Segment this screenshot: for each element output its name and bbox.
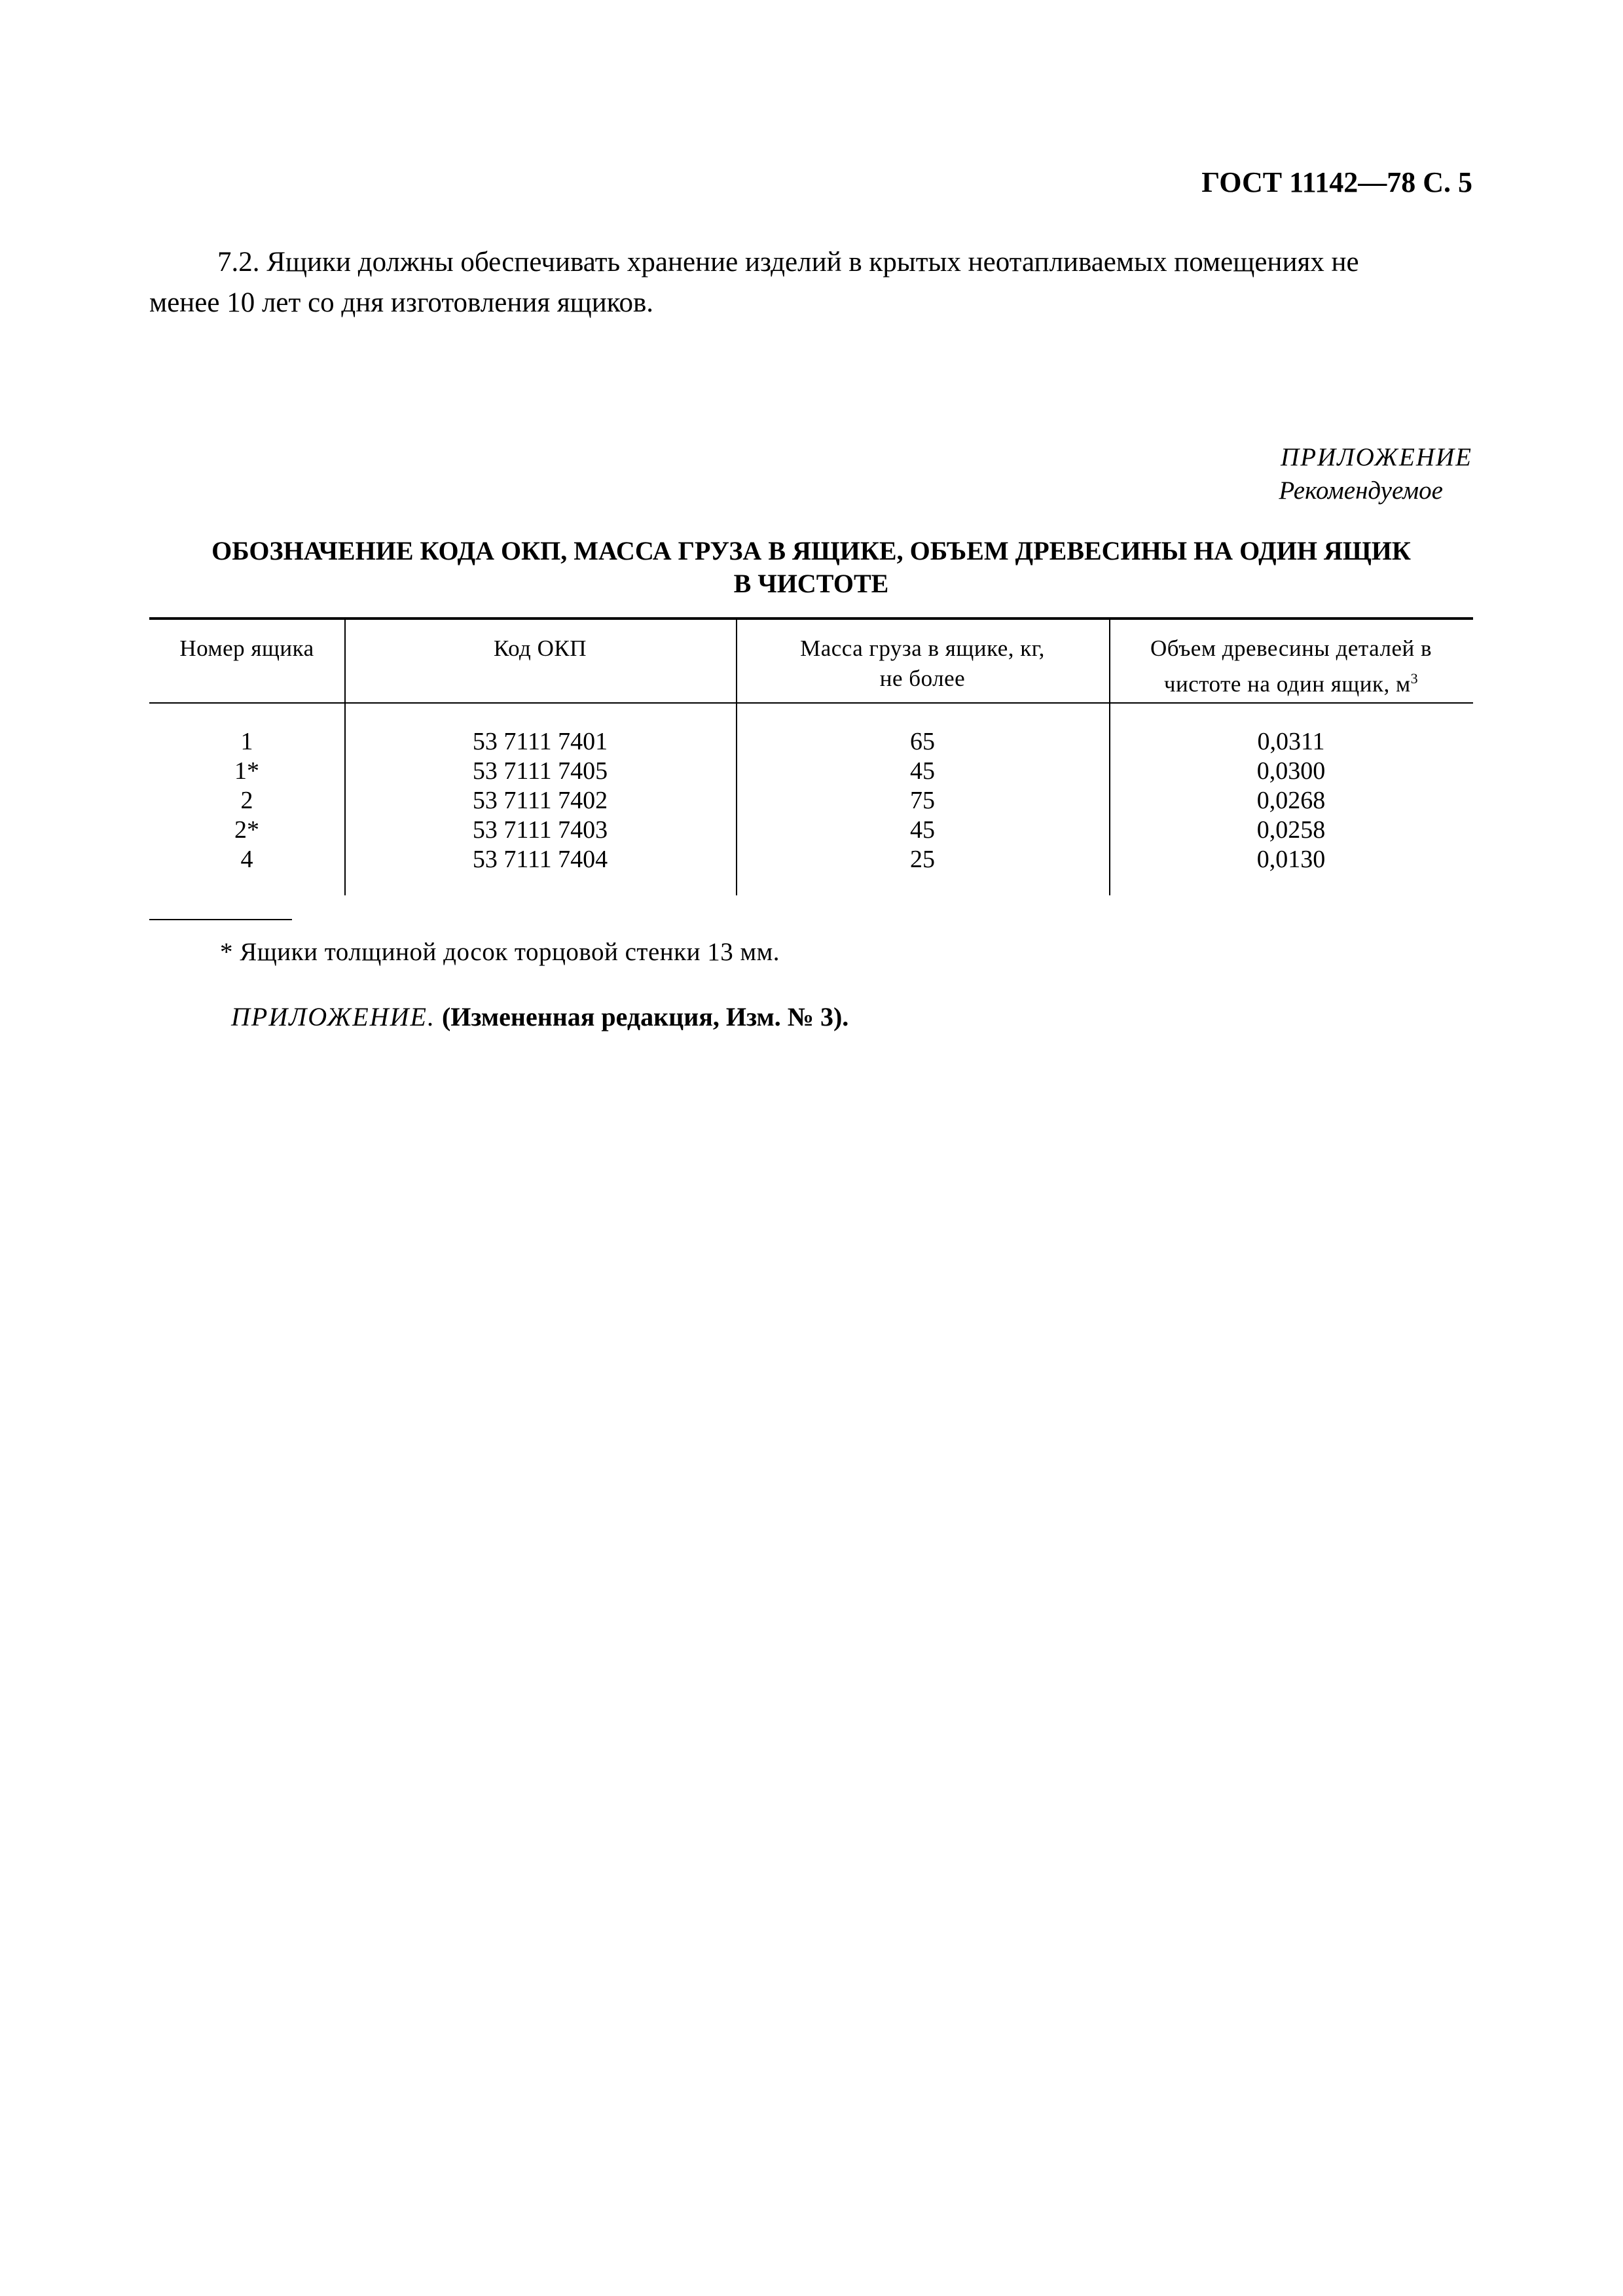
header-okp-code: Код ОКП <box>493 636 587 661</box>
header-box-number: Номер ящика <box>179 636 314 661</box>
footnote: * Ящики толщиной досок торцовой стенки 13 мм. <box>220 938 780 966</box>
table-title-line-2: В ЧИСТОТЕ <box>733 569 889 598</box>
table-cell: 4 <box>240 846 253 873</box>
table-title-line-1: ОБОЗНАЧЕНИЕ КОДА ОКП, МАССА ГРУЗА В ЯЩИКЕ, ОБЪЕМ ДРЕВЕСИНЫ НА ОДИН ЯЩИК <box>211 536 1411 565</box>
paragraph-line-2: менее 10 лет со дня изготовления ящиков. <box>149 287 654 318</box>
appendix-label: ПРИЛОЖЕНИЕ <box>1281 443 1472 471</box>
table-cell: 0,0130 <box>1256 846 1326 873</box>
table-cell: 1 <box>240 728 253 755</box>
table-cell: 0,0268 <box>1256 787 1326 814</box>
table-title <box>149 535 1473 600</box>
header-wood-volume: Объем древесины деталей в чистоте на один ящик, $м^3$ <box>1150 636 1432 697</box>
footnote-divider <box>149 919 292 920</box>
appendix-status: Рекомендуемое <box>1279 476 1443 505</box>
table-cell: 53 7111 7405 <box>472 757 608 785</box>
table-cell: 0,0311 <box>1257 728 1325 755</box>
column-cargo-mass <box>736 727 1109 874</box>
table-cell: 53 7111 7401 <box>472 728 608 755</box>
paragraph-7-2 <box>149 242 1473 323</box>
amendment-text: (Измененная редакция, Изм. № 3). <box>441 1002 849 1031</box>
table-cell: 45 <box>910 816 935 844</box>
table-cell: 75 <box>910 787 935 814</box>
table-cell: 1* <box>234 757 259 785</box>
table-cell: 25 <box>910 846 935 873</box>
page-header: ГОСТ 11142—78 С. 5 <box>1201 166 1472 198</box>
table-cell: 0,0300 <box>1256 757 1326 785</box>
paragraph-line-1: 7.2. Ящики должны обеспечивать хранение изделий в крытых неотапливаемых помещениях не <box>217 247 1359 278</box>
table-cell: 0,0258 <box>1256 816 1326 844</box>
table-cell: 2* <box>234 816 259 844</box>
header-cargo-mass: Масса груза в ящике, кг, не более <box>800 636 1045 691</box>
table-cell: 53 7111 7404 <box>472 846 608 873</box>
table-top-rule <box>149 617 1473 620</box>
column-wood-volume <box>1109 727 1473 874</box>
column-okp-code <box>344 727 736 874</box>
column-box-number <box>149 727 344 874</box>
amendment-label: ПРИЛОЖЕНИЕ. <box>231 1002 435 1031</box>
table-header-rule <box>149 702 1473 704</box>
table-cell: 53 7111 7403 <box>472 816 608 844</box>
table-cell: 2 <box>240 787 253 814</box>
amendment-note <box>231 1001 848 1032</box>
table-cell: 53 7111 7402 <box>472 787 608 814</box>
table-cell: 45 <box>910 757 935 785</box>
okp-table <box>149 617 1473 895</box>
table-cell: 65 <box>910 728 935 755</box>
